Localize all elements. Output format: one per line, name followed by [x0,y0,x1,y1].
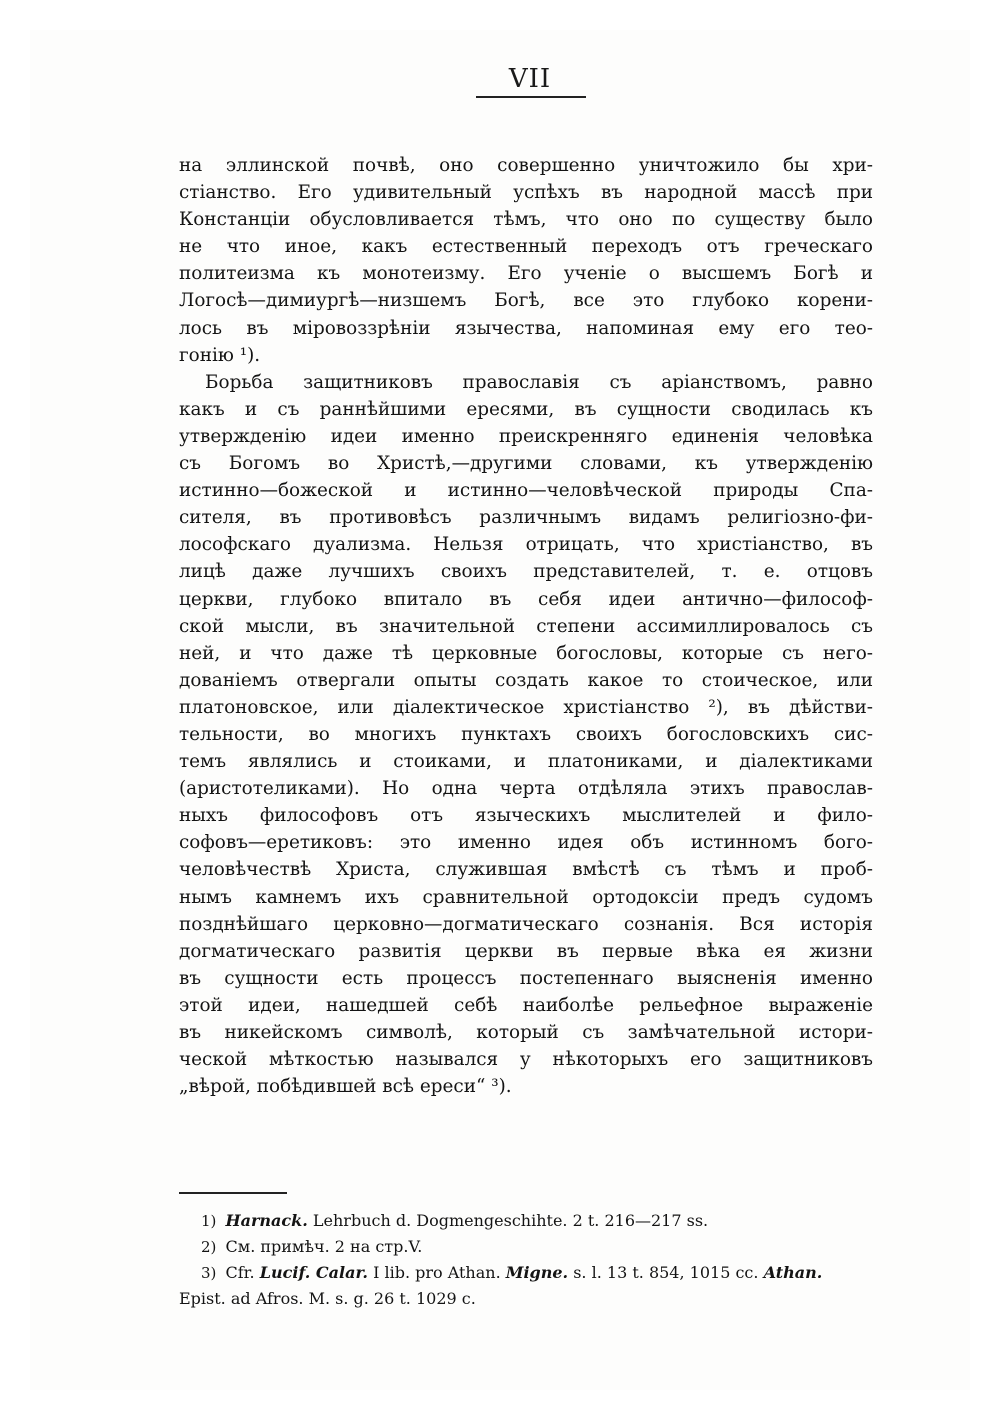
text-line: утвержденію идеи именно преискренняго единенія человѣка [179,425,873,447]
footnote-number: 1) [201,1212,217,1230]
text-line: съ Богомъ во Христѣ,—другими словами, къ утвержденію [179,453,873,475]
footnote-source: Migne. [505,1263,569,1282]
footnotes [179,1208,873,1311]
text-line: тельности, во многихъ пунктахъ своихъ богословскихъ сис- [179,723,873,745]
footnote-number: 2) [201,1238,217,1256]
text-line: Борьба защитниковъ православія съ аріанствомъ, равно [205,371,873,393]
footnote-work: Lucif. Calar. [259,1263,368,1282]
footnote-1 [179,1208,873,1234]
text-line: платоновское, или діалектическое христіанство ²), въ дѣйстви- [179,696,873,718]
text-line: лось въ міровоззрѣніи язычества, напоминая ему его тео- [179,317,873,339]
footnote-3-continuation: Epist. ad Afros. M. s. g. 26 t. 1029 c. [179,1289,476,1308]
footnote-text: I lib. pro Athan. [373,1263,501,1282]
footnote-text: Cfr. [225,1263,255,1282]
text-line: догматическаго развитія церкви въ первые вѣка ея жизни [179,940,873,962]
text-line: лософскаго дуализма. Нельзя отрицать, что христіанство, въ [179,534,873,556]
footnote-author: Athan. [763,1263,823,1282]
text-line: въ сущности есть процессъ постепеннаго выясненія именно [179,967,873,989]
text-line: Констанціи обусловливается тѣмъ, что оно по существу было [179,209,873,231]
text-line: человѣчествѣ Христа, служившая вмѣстѣ съ тѣмъ и проб- [179,859,873,881]
footnote-2 [179,1234,873,1260]
text-line: позднѣйшаго церковно—догматическаго сознанія. Вся исторія [179,913,873,935]
text-line: истинно—божеской и истинно—человѣческой природы Спа- [179,480,873,502]
footnote-text: См. примѣч. 2 на стр.V. [225,1237,423,1256]
text-line: на эллинской почвѣ, оно совершенно уничтожило бы хри- [179,155,873,176]
footnote-text: Lehrbuch d. Dogmengeschihte. 2 t. 216—217 ss. [312,1211,709,1230]
footnote-rule [179,1192,287,1194]
text-line: (аристотеликами). Но одна черта отдѣляла этихъ православ- [179,778,873,800]
text-line: сителя, въ противовѣсъ различнымъ видамъ религіозно-фи- [179,507,873,529]
text-line: политеизма къ монотеизму. Его ученіе о высшемъ Богѣ и [179,263,873,285]
text-line: этой идеи, нашедшей себѣ наиболѣе рельефное выраженіе [179,994,873,1016]
text-line: въ никейскомъ символѣ, который съ замѣчательной истори- [179,1022,873,1043]
text-line: нымъ камнемъ ихъ сравнительной ортодоксіи предъ судомъ [179,886,873,908]
text-line: ныхъ философовъ отъ языческихъ мыслителей и фило- [179,805,873,827]
text-line: ней, и что даже тѣ церковные богословы, которые съ него- [179,642,873,664]
text-line: „вѣрой, побѣдившей всѣ ереси“ ³). [179,1076,512,1098]
footnote-number: 3) [201,1264,217,1282]
text-line: Логосѣ—димиургѣ—низшемъ Богѣ, все это глубоко корени- [179,290,873,312]
footnote-text: s. l. 13 t. 854, 1015 cc. [573,1263,759,1282]
text-line: гонію ¹). [179,344,261,366]
footnote-author: Harnack. [225,1211,308,1230]
text-line: ской мысли, въ значительной степени ассимиллировалось съ [179,615,873,637]
text-line: софовъ—еретиковъ: это именно идея объ истинномъ бого- [179,832,873,854]
text-line: стіанство. Его удивительный успѣхъ въ народной массѣ при [179,182,873,204]
page-number: VII [508,64,552,94]
text-line: дованіемъ отвергали опыты создать какое то стоическое, или [179,669,873,691]
text-line: не что иное, какъ естественный переходъ отъ греческаго [179,236,873,258]
footnote-3 [179,1260,873,1286]
text-line: церкви, глубоко впитало въ себя идеи антично—философ- [179,588,873,610]
paragraph-1 [179,152,873,369]
text-line: темъ являлись и стоиками, и платониками, и діалектиками [179,751,873,773]
header-rule [476,96,586,98]
text-line: лицѣ даже лучшихъ своихъ представителей, т. е. отцовъ [179,561,873,583]
paragraph-2 [179,369,873,1101]
main-text [179,152,873,1100]
text-line: какъ и съ раннѣйшими ересями, въ сущности сводилась къ [179,398,873,420]
text-line: ческой мѣткостью назывался у нѣкоторыхъ его защитниковъ [179,1049,873,1071]
